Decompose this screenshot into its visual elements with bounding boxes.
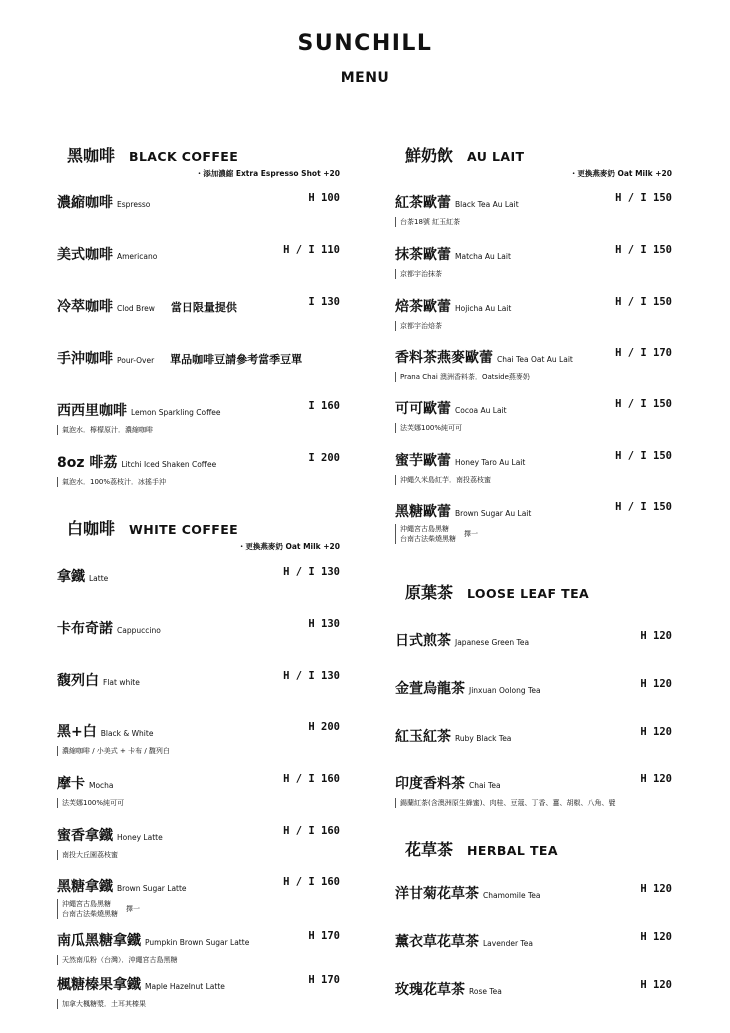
item-name-zh: 黑糖拿鐵 [57, 879, 113, 895]
item-name-en: Brown Sugar Latte [117, 884, 187, 893]
item-name-en: Black Tea Au Lait [455, 200, 519, 209]
menu-item-espresso [57, 192, 340, 212]
item-price: H 120 [640, 931, 672, 943]
section-title-en: BLACK COFFEE [129, 149, 239, 164]
brand-title: SUNCHILL [297, 31, 433, 56]
menu-item-chai-oat-au-lait [395, 347, 672, 382]
item-price: I 130 [308, 296, 340, 308]
item-price: H / I 160 [283, 773, 340, 785]
item-description: 法芙娜100%純可可 [395, 423, 672, 433]
menu-item-flat-white [57, 670, 340, 690]
item-price: H / I 160 [283, 876, 340, 888]
item-name-zh: 金萱烏龍茶 [395, 681, 465, 697]
item-name-en: Jinxuan Oolong Tea [469, 686, 541, 695]
item-price: H 120 [640, 979, 672, 991]
item-price: H / I 150 [615, 244, 672, 256]
item-name-en: Black & White [100, 729, 154, 738]
item-name-zh: 手沖咖啡 [57, 351, 113, 367]
item-name-en: Latte [89, 574, 109, 583]
menu-item-pour-over [57, 348, 340, 368]
menu-item-brown-sugar-latte [57, 876, 340, 919]
item-name-en: Brown Sugar Au Lait [455, 509, 532, 518]
menu-item-matcha-au-lait [395, 244, 672, 279]
item-name-zh: 拿鐵 [57, 569, 85, 585]
item-price: H 120 [640, 883, 672, 895]
section-title-en: LOOSE LEAF TEA [467, 586, 590, 601]
section-title-zh: 黑咖啡 [67, 146, 116, 165]
section-header-herbal-tea [405, 837, 558, 860]
section-title-zh: 白咖啡 [67, 519, 116, 538]
section-note: ・更換燕麥奶 Oat Milk +20 [569, 169, 672, 178]
item-name-en: Chai Tea Oat Au Lait [497, 355, 573, 364]
option-line: 沖繩宮古島黑糖 [400, 525, 449, 533]
item-price: H 100 [308, 192, 340, 204]
item-description: 京都宇治抹茶 [395, 269, 672, 279]
item-name-en: Lemon Sparkling Coffee [131, 408, 221, 417]
menu-item-black-and-white [57, 721, 340, 756]
menu-item-jinxuan-oolong-tea [395, 678, 672, 698]
item-name-zh: 焙茶歐蕾 [395, 299, 451, 315]
item-name-zh: 印度香料茶 [395, 776, 465, 792]
item-name-zh: 紅茶歐蕾 [395, 195, 451, 211]
item-price: H 170 [308, 974, 340, 986]
item-description: 沖繩久米島紅芋．南投荔枝蜜 [395, 475, 672, 485]
menu-item-pumpkin-brown-sugar-latte [57, 930, 340, 965]
item-name-zh: 蜜芋歐蕾 [395, 453, 451, 469]
item-description: 南投大丘園荔枝蜜 [57, 850, 340, 860]
section-header-au-lait [405, 143, 524, 166]
item-price: I 160 [308, 400, 340, 412]
item-name-zh: 薰衣草花草茶 [395, 934, 479, 950]
choose-one-tag: 擇一 [464, 530, 478, 538]
section-title-zh: 鮮奶飲 [405, 146, 454, 165]
item-description: Prana Chai 澳洲香料茶．Oatside燕麥奶 [395, 372, 672, 382]
item-name-zh: 美式咖啡 [57, 247, 113, 263]
item-description: 天然南瓜粉（台灣）．沖繩宮古島黑糖 [57, 955, 340, 965]
item-price: H / I 150 [615, 501, 672, 513]
menu-item-litchi-shaken-coffee [57, 452, 340, 487]
menu-item-americano [57, 244, 340, 264]
item-name-zh: 卡布奇諾 [57, 621, 113, 637]
item-price: H / I 110 [283, 244, 340, 256]
item-name-zh: 蜜香拿鐵 [57, 828, 113, 844]
item-name-en: Pour-Over [117, 356, 155, 365]
item-name-en: Flat white [103, 678, 140, 687]
menu-item-japanese-green-tea [395, 630, 672, 650]
item-price: H 120 [640, 726, 672, 738]
item-name-en: Honey Taro Au Lait [455, 458, 526, 467]
item-price: H / I 150 [615, 192, 672, 204]
item-name-zh: 日式煎茶 [395, 633, 451, 649]
menu-item-lavender-tea [395, 931, 672, 951]
item-description: 氣泡水．100%荔枝汁．冰搖手沖 [57, 477, 340, 487]
item-description: 台茶18號 紅玉紅茶 [395, 217, 672, 227]
item-name-zh: 摩卡 [57, 776, 85, 792]
item-price: H 120 [640, 773, 672, 785]
item-extra-note: 當日限量提供 [170, 301, 237, 314]
item-name-zh: 香料茶燕麥歐蕾 [395, 350, 493, 366]
item-name-en: Honey Latte [117, 833, 163, 842]
item-name-en: Lavender Tea [483, 939, 533, 948]
item-price: H / I 160 [283, 825, 340, 837]
item-name-en: Ruby Black Tea [455, 734, 512, 743]
menu-item-honey-taro-au-lait [395, 450, 672, 485]
item-name-zh: 冷萃咖啡 [57, 299, 113, 315]
item-name-en: Litchi Iced Shaken Coffee [121, 460, 217, 469]
item-name-zh: 紅玉紅茶 [395, 729, 451, 745]
section-note: ・添加濃縮 Extra Espresso Shot +20 [195, 169, 340, 178]
section-title-zh: 花草茶 [405, 840, 454, 859]
menu-item-rose-tea [395, 979, 672, 999]
menu-item-maple-hazelnut-latte [57, 974, 340, 1009]
item-price: H 170 [308, 930, 340, 942]
item-name-zh: 濃縮咖啡 [57, 195, 113, 211]
item-name-en: Cocoa Au Lait [455, 406, 507, 415]
item-price: H / I 150 [615, 450, 672, 462]
section-title-en: AU LAIT [467, 149, 525, 164]
item-description-options [57, 899, 340, 919]
menu-item-cocoa-au-lait [395, 398, 672, 433]
menu-subtitle: MENU [340, 70, 390, 86]
item-name-zh: 洋甘菊花草茶 [395, 886, 479, 902]
item-description: 京都宇治焙茶 [395, 321, 672, 331]
item-price: H / I 150 [615, 296, 672, 308]
item-name-zh: 馥列白 [57, 673, 99, 689]
menu-item-brown-sugar-au-lait [395, 501, 672, 544]
item-description: 法芙娜100%純可可 [57, 798, 340, 808]
item-extra-note: 單品咖啡豆請參考當季豆單 [170, 353, 303, 366]
item-name-en: Mocha [89, 781, 114, 790]
menu-item-black-tea-au-lait [395, 192, 672, 227]
item-name-en: Rose Tea [469, 987, 502, 996]
item-description: 加拿大楓糖漿．土耳其榛果 [57, 999, 340, 1009]
item-name-en: Americano [117, 252, 158, 261]
item-name-en: Chai Tea [469, 781, 501, 790]
item-price: H 130 [308, 618, 340, 630]
item-name-en: Japanese Green Tea [455, 638, 530, 647]
menu-item-latte [57, 566, 340, 586]
section-note: ・更換燕麥奶 Oat Milk +20 [237, 542, 340, 551]
item-name-en: Clod Brew [117, 304, 155, 313]
item-name-zh: 可可歐蕾 [395, 401, 451, 417]
item-name-zh: 玫瑰花草茶 [395, 982, 465, 998]
menu-item-ruby-black-tea [395, 726, 672, 746]
option-line: 台南古法柴燒黑糖 [400, 535, 456, 543]
menu-item-hojicha-au-lait [395, 296, 672, 331]
item-name-zh: 8oz 啡荔 [57, 455, 118, 471]
menu-item-chamomile-tea [395, 883, 672, 903]
item-name-zh: 黑糖歐蕾 [395, 504, 451, 520]
item-price: H / I 170 [615, 347, 672, 359]
item-price: I 200 [308, 452, 340, 464]
section-header-white-coffee [67, 516, 238, 539]
section-title-en: WHITE COFFEE [129, 522, 239, 537]
menu-item-lemon-sparkling-coffee [57, 400, 340, 435]
menu-item-mocha [57, 773, 340, 808]
item-name-zh: 抹茶歐蕾 [395, 247, 451, 263]
item-name-zh: 楓糖榛果拿鐵 [57, 977, 141, 993]
item-name-en: Maple Hazelnut Latte [145, 982, 225, 991]
item-price: H 120 [640, 630, 672, 642]
option-line: 台南古法柴燒黑糖 [62, 910, 118, 918]
item-description-options [395, 524, 672, 544]
item-price: H / I 150 [615, 398, 672, 410]
section-header-loose-leaf-tea [405, 580, 589, 603]
item-name-en: Cappuccino [117, 626, 161, 635]
section-title-zh: 原葉茶 [405, 583, 454, 602]
item-price: H 120 [640, 678, 672, 690]
item-name-en: Hojicha Au Lait [455, 304, 512, 313]
option-line: 沖繩宮古島黑糖 [62, 900, 111, 908]
item-name-en: Pumpkin Brown Sugar Latte [145, 938, 250, 947]
item-description: 濃縮咖啡 / 小美式 + 卡布 / 馥列白 [57, 746, 340, 756]
item-price: H / I 130 [283, 670, 340, 682]
item-name-en: Chamomile Tea [483, 891, 541, 900]
menu-item-chai-tea [395, 773, 672, 808]
menu-item-cold-brew [57, 296, 340, 316]
item-description: 氣泡水．檸檬原汁．濃縮咖啡 [57, 425, 340, 435]
menu-item-honey-latte [57, 825, 340, 860]
menu-item-cappuccino [57, 618, 340, 638]
item-name-en: Espresso [117, 200, 151, 209]
item-name-zh: 西西里咖啡 [57, 403, 127, 419]
item-name-en: Matcha Au Lait [455, 252, 511, 261]
item-name-zh: 南瓜黑糖拿鐵 [57, 933, 141, 949]
item-price: H / I 130 [283, 566, 340, 578]
item-price: H 200 [308, 721, 340, 733]
item-name-zh: 黑+白 [57, 724, 97, 740]
item-description: 錫蘭紅茶(含澳洲原生蜂蜜)、肉桂、豆蔻、丁香、薑、胡椒、八角、甓 [395, 798, 672, 808]
section-title-en: HERBAL TEA [467, 843, 558, 858]
section-header-black-coffee [67, 143, 238, 166]
choose-one-tag: 擇一 [126, 905, 140, 913]
